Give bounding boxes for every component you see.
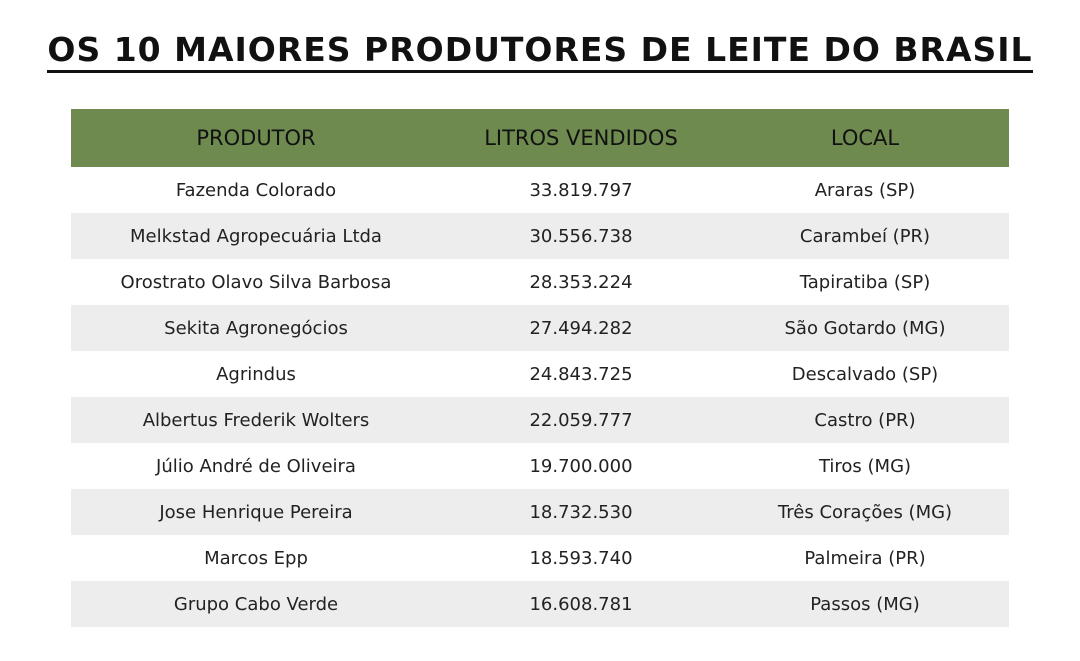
table-row xyxy=(71,397,1009,443)
column-header-litros-vendidos: LITROS VENDIDOS xyxy=(484,126,678,150)
table-row xyxy=(71,305,1009,351)
column-header-produtor: PRODUTOR xyxy=(196,126,316,150)
cell-litros: 24.843.725 xyxy=(529,363,633,385)
cell-produtor: Júlio André de Oliveira xyxy=(156,455,356,477)
cell-local: São Gotardo (MG) xyxy=(784,317,946,339)
table-row xyxy=(71,535,1009,581)
column-header-local: LOCAL xyxy=(830,126,900,150)
table-row xyxy=(71,167,1009,213)
cell-produtor: Fazenda Colorado xyxy=(175,179,337,201)
cell-litros: 27.494.282 xyxy=(529,317,633,339)
cell-produtor: Grupo Cabo Verde xyxy=(173,593,339,615)
cell-local: Araras (SP) xyxy=(814,179,916,201)
cell-local: Palmeira (PR) xyxy=(804,547,926,569)
cell-litros: 28.353.224 xyxy=(529,271,633,293)
table-row xyxy=(71,489,1009,535)
cell-produtor: Melkstad Agropecuária Ltda xyxy=(130,225,382,247)
cell-produtor: Albertus Frederik Wolters xyxy=(142,409,370,431)
page-title xyxy=(0,28,1080,72)
table-row xyxy=(71,581,1009,627)
cell-litros: 19.700.000 xyxy=(529,455,633,477)
cell-local: Tapiratiba (SP) xyxy=(799,271,931,293)
cell-litros: 18.732.530 xyxy=(529,501,633,523)
table-row xyxy=(71,213,1009,259)
cell-produtor: Orostrato Olavo Silva Barbosa xyxy=(120,271,392,293)
producers-table xyxy=(71,109,1009,627)
cell-litros: 22.059.777 xyxy=(529,409,633,431)
cell-local: Tiros (MG) xyxy=(818,455,912,477)
table-row xyxy=(71,351,1009,397)
cell-local: Três Corações (MG) xyxy=(777,501,953,523)
table-row xyxy=(71,443,1009,489)
page-title-text: OS 10 MAIORES PRODUTORES DE LEITE DO BRASIL xyxy=(47,30,1032,73)
table-header xyxy=(71,109,1009,167)
cell-litros: 33.819.797 xyxy=(529,179,633,201)
cell-litros: 16.608.781 xyxy=(529,593,633,615)
table-row xyxy=(71,259,1009,305)
cell-local: Passos (MG) xyxy=(810,593,920,615)
cell-local: Carambeí (PR) xyxy=(799,225,931,247)
cell-produtor: Jose Henrique Pereira xyxy=(159,501,353,523)
cell-produtor: Agrindus xyxy=(216,363,296,385)
cell-litros: 30.556.738 xyxy=(529,225,633,247)
cell-local: Descalvado (SP) xyxy=(791,363,939,385)
cell-local: Castro (PR) xyxy=(814,409,916,431)
cell-litros: 18.593.740 xyxy=(529,547,633,569)
cell-produtor: Sekita Agronegócios xyxy=(164,317,348,339)
cell-produtor: Marcos Epp xyxy=(204,547,308,569)
